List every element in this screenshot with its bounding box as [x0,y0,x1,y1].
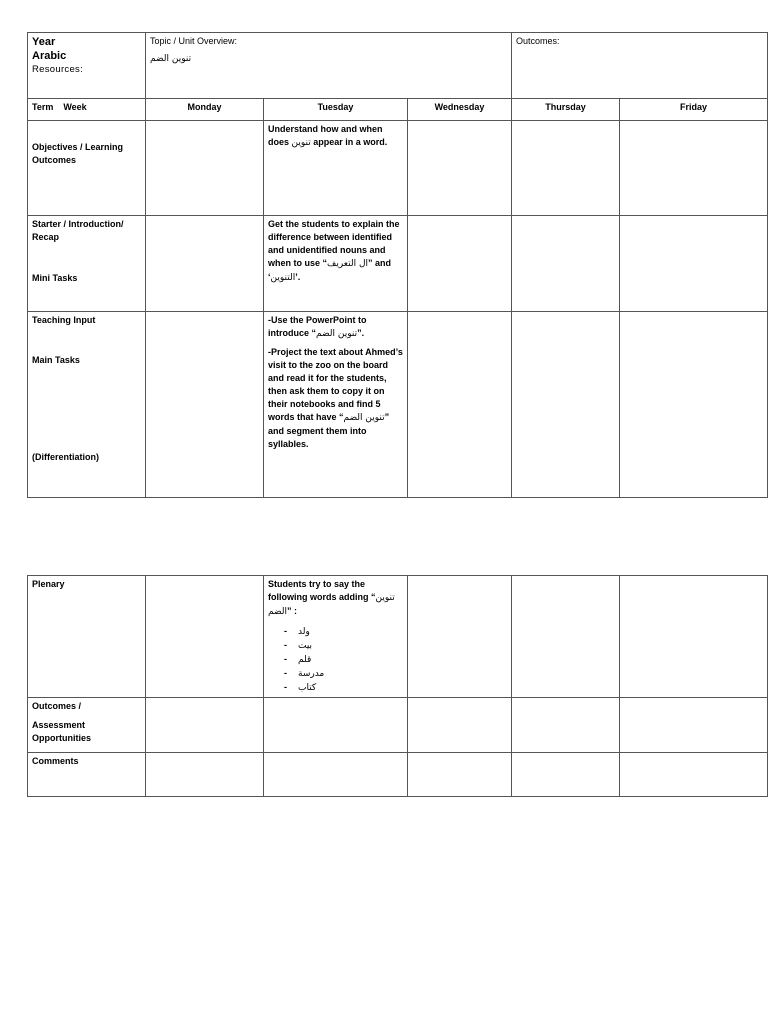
monday-header: Monday [146,99,264,121]
year-cell [28,33,146,99]
assessment-label: Assessment Opportunities [32,720,91,743]
outcomes-label-cell [28,698,146,753]
list-item: - مدرسة [284,668,325,679]
weekly-plan-table-top [27,32,768,498]
differentiation-label: (Differentiation) [32,452,99,462]
outcomes-monday [146,698,264,753]
objectives-thursday [512,121,620,216]
objectives-monday [146,121,264,216]
list-item: - ولد [284,626,310,637]
teaching-tuesday-p1: -Use the PowerPoint to introduce “تنوين الضم”. [268,315,367,339]
outcomes-thursday [512,698,620,753]
friday-header: Friday [620,99,768,121]
starter-row [28,216,768,312]
comments-wednesday [408,753,512,797]
comments-label: Comments [28,753,146,797]
day-header-row [28,99,768,121]
plenary-row [28,576,768,698]
outcomes-row [28,698,768,753]
list-item: - قلم [284,654,312,665]
objectives-wednesday [408,121,512,216]
wednesday-header: Wednesday [408,99,512,121]
outcomes-cell [512,33,768,99]
comments-monday [146,753,264,797]
starter-monday [146,216,264,312]
teaching-monday [146,312,264,498]
plenary-monday [146,576,264,698]
list-item: - كتاب [284,682,317,693]
list-item: - بيت [284,640,313,651]
starter-tuesday: Get the students to explain the difference between identified and unidentified nouns and when to use “ال التعريف” and ‘التنوين’. [264,216,408,312]
outcomes-header-label: Outcomes: [516,36,560,46]
outcomes-friday [620,698,768,753]
starter-thursday [512,216,620,312]
teaching-label-cell [28,312,146,498]
outcomes-tuesday [264,698,408,753]
teaching-row [28,312,768,498]
starter-label: Starter / Introduction/ Recap [32,219,124,242]
plenary-friday [620,576,768,698]
topic-cell [146,33,512,99]
plenary-intro: Students try to say the following words adding “تنوين الضم” : [268,579,395,617]
outcomes-wednesday [408,698,512,753]
subject-label: Arabic [32,50,67,62]
objectives-friday [620,121,768,216]
weekly-plan-table-bottom [27,575,768,797]
resources-label: Resources: [32,64,84,75]
objectives-label: Objectives / Learning Outcomes [28,121,146,216]
thursday-header: Thursday [512,99,620,121]
tuesday-header: Tuesday [264,99,408,121]
plenary-label: Plenary [28,576,146,698]
comments-tuesday [264,753,408,797]
objectives-row [28,121,768,216]
comments-row [28,753,768,797]
starter-friday [620,216,768,312]
teaching-friday [620,312,768,498]
plenary-thursday [512,576,620,698]
term-week-header: Term Week [28,99,146,121]
comments-friday [620,753,768,797]
teaching-wednesday [408,312,512,498]
objectives-tuesday: Understand how and when does تنوين appear in a word. [264,121,408,216]
teaching-tuesday [264,312,408,498]
teaching-thursday [512,312,620,498]
plenary-wednesday [408,576,512,698]
mini-tasks-label: Mini Tasks [32,273,78,283]
topic-label: Topic / Unit Overview: [150,36,238,46]
year-label: Year [32,36,56,48]
main-tasks-label: Main Tasks [32,355,80,365]
starter-label-cell [28,216,146,312]
header-row [28,33,768,99]
starter-wednesday [408,216,512,312]
plenary-tuesday [264,576,408,698]
comments-thursday [512,753,620,797]
teaching-input-label: Teaching Input [32,315,96,325]
arabic-word-list [284,625,403,695]
teaching-tuesday-p2: -Project the text about Ahmed’s visit to the zoo on the board and read it for the students, then ask them to copy it on their notebooks and find 5 words that have “تنوين الضم” and segment them into syllables. [268,347,403,449]
topic-value: تنوين الضم [150,54,192,64]
outcomes-label: Outcomes / [32,701,82,711]
